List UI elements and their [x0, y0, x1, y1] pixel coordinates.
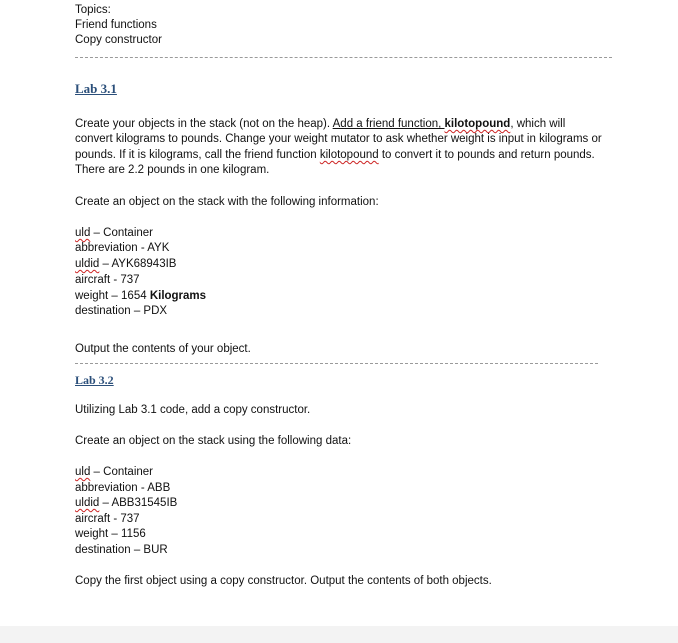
- lab31-intro-line3: [75, 148, 595, 162]
- lab31-intro-l3c: to convert it to pounds and return pounds.: [378, 149, 595, 161]
- lab31-uldid-key: uldid: [75, 258, 100, 270]
- lab32-uldid-val: – ABB31545IB: [99, 497, 178, 509]
- lab32-uld-key: uld: [75, 466, 91, 478]
- lab31-uldid: [75, 257, 176, 271]
- lab31-destination: destination – PDX: [75, 305, 168, 317]
- lab32-weight: weight – 1156: [75, 528, 146, 540]
- page-bottom-band: [0, 626, 678, 643]
- topic-copy-constructor: Copy constructor: [75, 34, 162, 46]
- lab32-title: Lab 3.2: [75, 373, 114, 387]
- lab31-intro-line2: convert kilograms to pounds. Change your weight mutator to ask whether weight is input in kilograms or: [75, 133, 602, 145]
- lab32-destination: destination – BUR: [75, 544, 168, 556]
- lab32-utilize: Utilizing Lab 3.1 code, add a copy constructor.: [75, 404, 311, 416]
- topic-friend-functions: Friend functions: [75, 19, 157, 31]
- lab31-output: Output the contents of your object.: [75, 343, 251, 355]
- lab32-uldid: [75, 496, 177, 510]
- lab31-weight-pre: weight – 1654: [75, 290, 150, 302]
- lab31-intro-l1b: Add a friend function,: [332, 118, 445, 130]
- lab32-copy: Copy the first object using a copy constructor. Output the contents of both objects.: [75, 575, 492, 587]
- lab32-uld: [75, 465, 153, 479]
- lab31-uldid-val: – AYK68943IB: [99, 258, 177, 270]
- lab31-intro-line4: There are 2.2 pounds in one kilogram.: [75, 164, 270, 176]
- lab31-intro-l3a: pounds. If it is kilograms, call the friend function: [75, 149, 320, 161]
- lab31-intro-l1d: , which will: [510, 118, 566, 130]
- topics-label: Topics:: [75, 4, 111, 16]
- lab31-intro-l1a: Create your objects in the stack (not on the heap).: [75, 118, 333, 130]
- divider-top: [75, 57, 612, 58]
- lab31-uld-key: uld: [75, 227, 91, 239]
- lab31-weight: [75, 289, 206, 303]
- kilotopound-term-2: kilotopound: [319, 149, 379, 161]
- lab31-create: Create an object on the stack with the following information:: [75, 196, 379, 208]
- lab32-uldid-key: uldid: [75, 497, 100, 509]
- lab32-uld-val: – Container: [90, 466, 154, 478]
- lab31-intro-line1: [75, 117, 565, 131]
- kilotopound-term: kilotopound: [444, 118, 511, 130]
- lab32-abbreviation: abbreviation - ABB: [75, 482, 171, 494]
- divider-middle: [75, 363, 598, 364]
- lab31-weight-unit: Kilograms: [149, 290, 207, 302]
- lab31-uld: [75, 226, 153, 240]
- lab31-abbreviation: abbreviation - AYK: [75, 242, 170, 254]
- lab32-create: Create an object on the stack using the following data:: [75, 435, 352, 447]
- lab31-uld-val: – Container: [90, 227, 154, 239]
- lab31-title: Lab 3.1: [75, 81, 117, 96]
- lab31-aircraft: aircraft - 737: [75, 274, 140, 286]
- lab32-aircraft: aircraft - 737: [75, 513, 140, 525]
